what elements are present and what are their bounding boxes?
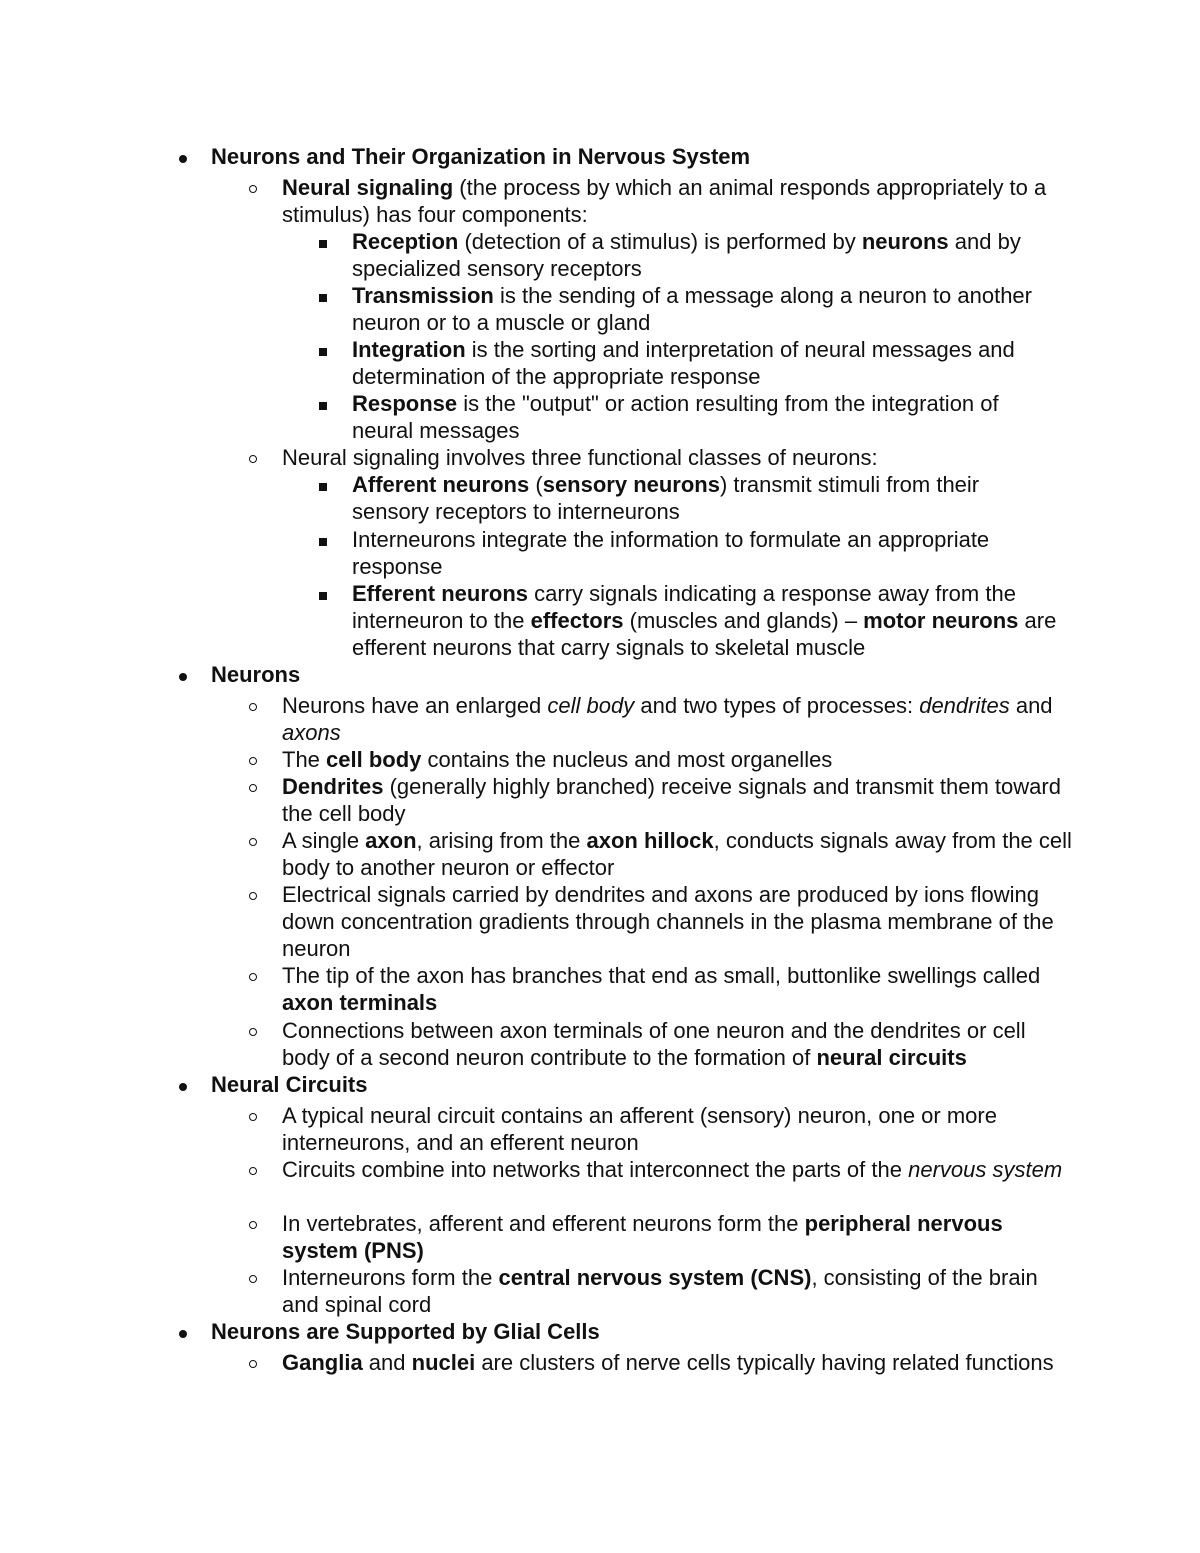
term: cell body [547,693,635,718]
bullet-circle [247,1159,261,1173]
list-item [282,1017,1072,1071]
bullet-square [317,285,331,299]
text: The [282,747,327,772]
list-item [352,390,1062,444]
list-item [282,962,1072,1016]
section-heading [211,143,1111,170]
text: and by specialized sensory receptors [352,229,1021,281]
text: A typical neural circuit contains an afferent (sensory) neuron, one or more interneurons, and an efferent neuron [282,1103,997,1155]
list-item [282,1349,1072,1376]
text: are clusters of nerve cells typically having related functions [475,1350,1054,1375]
text: Neurons have an enlarged [282,693,548,718]
text: is the sending of a message along a neuron to another neuron or to a muscle or gland [352,283,1032,335]
text: (generally highly branched) receive signals and transmit them toward the cell body [282,774,1061,826]
bullet-circle [247,177,261,191]
bullet-circle [247,884,261,898]
heading-text: Neurons are Supported by Glial Cells [211,1319,600,1344]
heading-text: Neural Circuits [211,1072,368,1097]
term: peripheral nervous system (PNS) [282,1211,1003,1263]
list-item [282,746,1072,773]
list-item [352,282,1062,336]
text: ) transmit stimuli from their sensory receptors to interneurons [352,472,980,524]
bullet-square [317,474,331,488]
term: nervous system [908,1157,1063,1182]
text: and [1009,693,1053,718]
term: Afferent neurons [352,472,530,497]
text: are efferent neurons that carry signals to skeletal muscle [352,608,1057,660]
bullet-disc [176,146,190,160]
text: , consisting of the brain and spinal cord [282,1265,1038,1317]
text: , arising from the [416,828,587,853]
list-item [282,444,1072,471]
text: carry signals indicating a response away from the interneuron to the [352,581,1016,633]
list-item [352,580,1062,661]
bullet-circle [247,1105,261,1119]
term: Response [352,391,458,416]
list-item [352,471,1062,525]
term: axon [365,828,417,853]
term: Neural signaling [282,175,454,200]
term: neurons [861,229,949,254]
term: central nervous system (CNS) [498,1265,812,1290]
term: motor neurons [863,608,1019,633]
term: effectors [530,608,624,633]
bullet-circle [247,1020,261,1034]
text: (muscles and glands) – [623,608,864,633]
text: and [362,1350,412,1375]
list-item [352,526,1062,580]
text: (detection of a stimulus) is performed by [458,229,862,254]
text: Interneurons form the [282,1265,499,1290]
bullet-square [317,231,331,245]
bullet-circle [247,447,261,461]
bullet-square [317,583,331,597]
list-item [282,1210,1072,1264]
list-item [282,827,1072,881]
text: Interneurons integrate the information to formulate an appropriate response [352,527,990,579]
text: (the process by which an animal responds appropriately to a stimulus) has four components: [282,175,1047,227]
text: Neural signaling involves three functional classes of neurons: [282,445,878,470]
term: nuclei [411,1350,476,1375]
list-item [282,174,1072,228]
text: The tip of the axon has branches that end as small, buttonlike swellings called [282,963,1041,988]
term: axons [282,720,341,745]
text: and two types of processes: [634,693,920,718]
term: sensory neurons [542,472,720,497]
heading-text: Neurons [211,662,301,687]
list-item [282,1102,1072,1156]
bullet-circle [247,749,261,763]
term: Reception [352,229,459,254]
term: axon terminals [282,990,438,1015]
bullet-disc [176,664,190,678]
section-heading [211,1318,1111,1345]
term: cell body [326,747,422,772]
list-item [282,1264,1072,1318]
section-heading [211,661,1111,688]
text: is the sorting and interpretation of neural messages and determination of the appropriate response [352,337,1015,389]
term: Transmission [352,283,494,308]
bullet-circle [247,695,261,709]
bullet-circle [247,830,261,844]
bullet-disc [176,1321,190,1335]
bullet-disc [176,1074,190,1088]
list-item [282,692,1072,746]
text: is the "output" or action resulting from the integration of neural messages [352,391,999,443]
bullet-circle [247,1352,261,1366]
term: dendrites [919,693,1010,718]
text: Electrical signals carried by dendrites and axons are produced by ions flowing down concentration gradients through channels in the plasma membrane of the neuron [282,882,1054,961]
text: A single [282,828,366,853]
section-heading [211,1071,1111,1098]
text: ( [529,472,543,497]
term: Efferent neurons [352,581,529,606]
bullet-square [317,529,331,543]
bullet-square [317,393,331,407]
term: axon hillock [586,828,714,853]
bullet-circle [247,776,261,790]
text: In vertebrates, afferent and efferent neurons form the [282,1211,805,1236]
list-item [282,881,1072,962]
bullet-circle [247,965,261,979]
list-item [352,336,1062,390]
term: Dendrites [282,774,384,799]
bullet-circle [247,1267,261,1281]
term: neural circuits [816,1045,967,1070]
text: Connections between axon terminals of one neuron and the dendrites or cell body of a second neuron contribute to the formation of [282,1018,1026,1070]
list-item [352,228,1062,282]
term: Integration [352,337,466,362]
text: Circuits combine into networks that interconnect the parts of the [282,1157,909,1182]
heading-text: Neurons and Their Organization in Nervous System [211,144,751,169]
bullet-circle [247,1213,261,1227]
bullet-square [317,339,331,353]
text: contains the nucleus and most organelles [421,747,833,772]
text: , conducts signals away from the cell body to another neuron or effector [282,828,1072,880]
list-item [282,773,1072,827]
term: Ganglia [282,1350,363,1375]
list-item [282,1156,1072,1183]
